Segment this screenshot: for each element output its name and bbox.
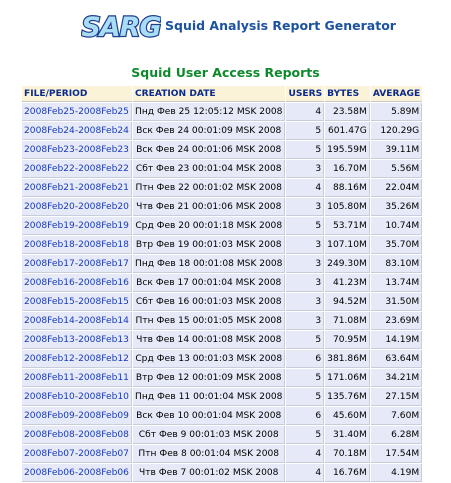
bytes-cell: 16.70M — [325, 160, 370, 178]
users-cell: 3 — [286, 293, 324, 311]
creation-date-cell: Чтв Фев 21 00:01:06 MSK 2008 — [133, 198, 285, 216]
creation-date-cell: Птн Фев 22 00:01:02 MSK 2008 — [133, 179, 285, 197]
period-cell — [22, 464, 132, 482]
period-cell — [22, 103, 132, 121]
column-header-file-period: FILE/PERIOD — [22, 86, 132, 102]
users-cell: 5 — [286, 426, 324, 444]
users-cell: 3 — [286, 160, 324, 178]
sarg-logo — [81, 7, 161, 45]
users-cell: 5 — [286, 122, 324, 140]
table-row — [22, 293, 422, 311]
bytes-cell: 135.76M — [325, 388, 370, 406]
table-row — [22, 312, 422, 330]
period-link[interactable]: 2008Feb25-2008Feb25 — [24, 106, 129, 117]
average-cell: 39.11M — [371, 141, 422, 159]
period-link[interactable]: 2008Feb22-2008Feb22 — [24, 163, 129, 174]
average-cell: 83.10M — [371, 255, 422, 273]
bytes-cell: 23.58M — [325, 103, 370, 121]
users-cell: 6 — [286, 407, 324, 425]
period-link[interactable]: 2008Feb14-2008Feb14 — [24, 315, 129, 326]
bytes-cell: 70.18M — [325, 445, 370, 463]
average-cell: 120.29G — [371, 122, 422, 140]
creation-date-cell: Чтв Фев 7 00:01:02 MSK 2008 — [133, 464, 285, 482]
creation-date-cell: Втр Фев 19 00:01:03 MSK 2008 — [133, 236, 285, 254]
table-row — [22, 179, 422, 197]
period-link[interactable]: 2008Feb12-2008Feb12 — [24, 353, 129, 364]
period-cell — [22, 350, 132, 368]
table-row — [22, 331, 422, 349]
period-cell — [22, 122, 132, 140]
period-link[interactable]: 2008Feb09-2008Feb09 — [24, 410, 129, 421]
table-row — [22, 141, 422, 159]
creation-date-cell: Пнд Фев 18 00:01:08 MSK 2008 — [133, 255, 285, 273]
period-link[interactable]: 2008Feb07-2008Feb07 — [24, 448, 129, 459]
period-link[interactable]: 2008Feb15-2008Feb15 — [24, 296, 129, 307]
table-row — [22, 198, 422, 216]
period-cell — [22, 369, 132, 387]
period-cell — [22, 179, 132, 197]
users-cell: 5 — [286, 388, 324, 406]
creation-date-cell: Втр Фев 12 00:01:09 MSK 2008 — [133, 369, 285, 387]
bytes-cell: 53.71M — [325, 217, 370, 235]
users-cell: 6 — [286, 350, 324, 368]
app-title: Squid Analysis Report Generator — [165, 18, 396, 33]
average-cell: 14.19M — [371, 331, 422, 349]
table-row — [22, 426, 422, 444]
table-row — [22, 407, 422, 425]
period-cell — [22, 141, 132, 159]
creation-date-cell: Вск Фев 24 00:01:06 MSK 2008 — [133, 141, 285, 159]
users-cell: 3 — [286, 255, 324, 273]
creation-date-cell: Вск Фев 17 00:01:04 MSK 2008 — [133, 274, 285, 292]
table-row — [22, 122, 422, 140]
period-cell — [22, 160, 132, 178]
bytes-cell: 45.60M — [325, 407, 370, 425]
bytes-cell: 88.16M — [325, 179, 370, 197]
users-cell: 5 — [286, 369, 324, 387]
period-link[interactable]: 2008Feb20-2008Feb20 — [24, 201, 129, 212]
table-row — [22, 236, 422, 254]
period-link[interactable]: 2008Feb17-2008Feb17 — [24, 258, 129, 269]
bytes-cell: 195.59M — [325, 141, 370, 159]
bytes-cell: 249.30M — [325, 255, 370, 273]
average-cell: 10.74M — [371, 217, 422, 235]
svg-text:SARG: SARG — [81, 12, 161, 43]
users-cell: 3 — [286, 236, 324, 254]
users-cell: 3 — [286, 312, 324, 330]
table-row — [22, 350, 422, 368]
bytes-cell: 71.08M — [325, 312, 370, 330]
period-link[interactable]: 2008Feb13-2008Feb13 — [24, 334, 129, 345]
bytes-cell: 94.52M — [325, 293, 370, 311]
average-cell: 31.50M — [371, 293, 422, 311]
creation-date-cell: Срд Фев 13 00:01:03 MSK 2008 — [133, 350, 285, 368]
bytes-cell: 31.40M — [325, 426, 370, 444]
period-link[interactable]: 2008Feb23-2008Feb23 — [24, 144, 129, 155]
users-cell: 5 — [286, 331, 324, 349]
users-cell: 3 — [286, 198, 324, 216]
period-cell — [22, 407, 132, 425]
period-cell — [22, 255, 132, 273]
bytes-cell: 16.76M — [325, 464, 370, 482]
bytes-cell: 105.80M — [325, 198, 370, 216]
users-cell: 4 — [286, 179, 324, 197]
period-cell — [22, 388, 132, 406]
table-row — [22, 217, 422, 235]
period-cell — [22, 236, 132, 254]
period-link[interactable]: 2008Feb11-2008Feb11 — [24, 372, 129, 383]
average-cell: 35.26M — [371, 198, 422, 216]
column-header-users: USERS — [286, 86, 324, 102]
creation-date-cell: Птн Фев 8 00:01:04 MSK 2008 — [133, 445, 285, 463]
average-cell: 22.04M — [371, 179, 422, 197]
period-link[interactable]: 2008Feb08-2008Feb08 — [24, 429, 129, 440]
table-header-row — [22, 86, 422, 102]
average-cell: 63.64M — [371, 350, 422, 368]
average-cell: 35.70M — [371, 236, 422, 254]
period-link[interactable]: 2008Feb24-2008Feb24 — [24, 125, 129, 136]
average-cell: 23.69M — [371, 312, 422, 330]
average-cell: 34.21M — [371, 369, 422, 387]
average-cell: 27.15M — [371, 388, 422, 406]
average-cell: 5.89M — [371, 103, 422, 121]
period-cell — [22, 331, 132, 349]
table-row — [22, 388, 422, 406]
creation-date-cell: Сбт Фев 16 00:01:03 MSK 2008 — [133, 293, 285, 311]
period-cell — [22, 445, 132, 463]
average-cell: 13.74M — [371, 274, 422, 292]
period-cell — [22, 426, 132, 444]
table-row — [22, 464, 422, 482]
average-cell: 4.19M — [371, 464, 422, 482]
users-cell: 3 — [286, 274, 324, 292]
table-row — [22, 445, 422, 463]
bytes-cell: 381.86M — [325, 350, 370, 368]
users-cell: 4 — [286, 445, 324, 463]
average-cell: 5.56M — [371, 160, 422, 178]
creation-date-cell: Вск Фев 10 00:01:04 MSK 2008 — [133, 407, 285, 425]
bytes-cell: 41.23M — [325, 274, 370, 292]
creation-date-cell: Вск Фев 24 00:01:09 MSK 2008 — [133, 122, 285, 140]
creation-date-cell: Птн Фев 15 00:01:05 MSK 2008 — [133, 312, 285, 330]
bytes-cell: 107.10M — [325, 236, 370, 254]
table-row — [22, 369, 422, 387]
average-cell: 6.28M — [371, 426, 422, 444]
bytes-cell: 171.06M — [325, 369, 370, 387]
column-header-creation-date: CREATION DATE — [133, 86, 285, 102]
period-cell — [22, 293, 132, 311]
creation-date-cell: Пнд Фев 11 00:01:04 MSK 2008 — [133, 388, 285, 406]
table-row — [22, 274, 422, 292]
creation-date-cell: Сбт Фев 9 00:01:03 MSK 2008 — [133, 426, 285, 444]
creation-date-cell: Чтв Фев 14 00:01:08 MSK 2008 — [133, 331, 285, 349]
table-row — [22, 160, 422, 178]
period-link[interactable]: 2008Feb19-2008Feb19 — [24, 220, 129, 231]
period-link[interactable]: 2008Feb16-2008Feb16 — [24, 277, 129, 288]
column-header-average: AVERAGE — [371, 86, 422, 102]
average-cell: 17.54M — [371, 445, 422, 463]
bytes-cell: 70.95M — [325, 331, 370, 349]
table-row — [22, 103, 422, 121]
period-link[interactable]: 2008Feb18-2008Feb18 — [24, 239, 129, 250]
users-cell: 5 — [286, 217, 324, 235]
average-cell: 7.60M — [371, 407, 422, 425]
report-title: Squid User Access Reports — [131, 65, 320, 80]
users-cell: 4 — [286, 464, 324, 482]
period-cell — [22, 312, 132, 330]
period-link[interactable]: 2008Feb10-2008Feb10 — [24, 391, 129, 402]
users-cell: 4 — [286, 103, 324, 121]
users-cell: 5 — [286, 141, 324, 159]
creation-date-cell: Пнд Фев 25 12:05:12 MSK 2008 — [133, 103, 285, 121]
period-cell — [22, 274, 132, 292]
table-row — [22, 255, 422, 273]
period-link[interactable]: 2008Feb21-2008Feb21 — [24, 182, 129, 193]
reports-table — [21, 85, 423, 483]
period-cell — [22, 198, 132, 216]
creation-date-cell: Срд Фев 20 00:01:18 MSK 2008 — [133, 217, 285, 235]
bytes-cell: 601.47G — [325, 122, 370, 140]
creation-date-cell: Сбт Фев 23 00:01:04 MSK 2008 — [133, 160, 285, 178]
column-header-bytes: BYTES — [325, 86, 370, 102]
period-link[interactable]: 2008Feb06-2008Feb06 — [24, 467, 129, 478]
period-cell — [22, 217, 132, 235]
